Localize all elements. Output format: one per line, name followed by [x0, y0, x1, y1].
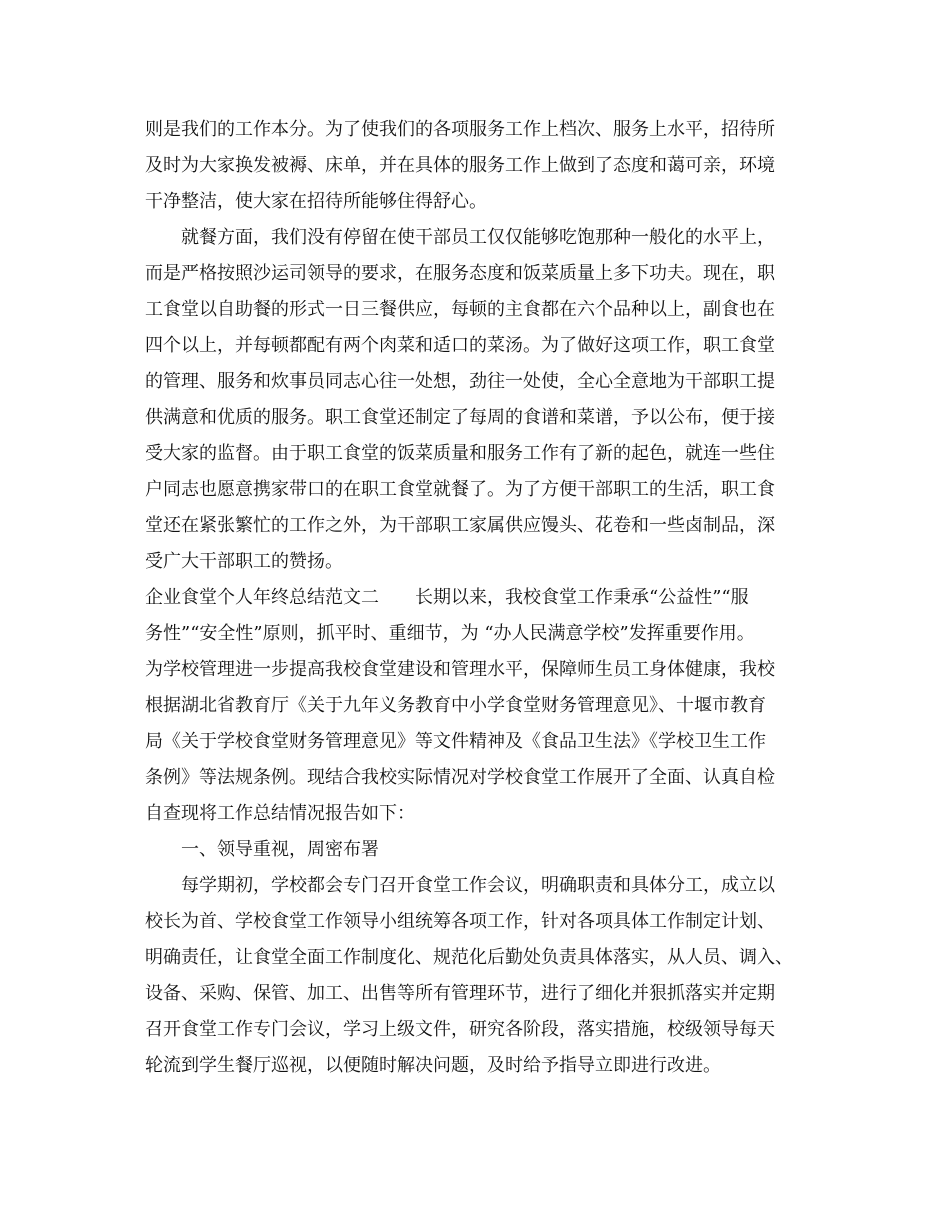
text-line: 户同志也愿意携家带口的在职工食堂就餐了。为了方便干部职工的生活，职工食: [145, 479, 775, 500]
text-line: 受大家的监督。由于职工食堂的饭菜质量和服务工作有了新的起色，就连一些住: [145, 443, 775, 464]
text-line: 堂还在紧张繁忙的工作之外，为干部职工家属供应馒头、花卷和一些卤制品，深: [145, 515, 775, 536]
text-line: 及时为大家换发被褥、床单，并在具体的服务工作上做到了态度和蔼可亲，环境: [145, 155, 775, 176]
text-line: 就餐方面，我们没有停留在使干部员工仅仅能够吃饱那种一般化的水平上，: [145, 227, 775, 248]
text-line: 工食堂以自助餐的形式一日三餐供应，每顿的主食都在六个品种以上，副食也在: [145, 299, 775, 320]
text-line: 局《关于学校食堂财务管理意见》等文件精神及《食品卫生法》《学校卫生工作: [145, 731, 766, 752]
text-line: 为学校管理进一步提高我校食堂建设和管理水平，保障师生员工身体健康，我校: [145, 659, 775, 680]
text-line: 则是我们的工作本分。为了使我们的各项服务工作上档次、服务上水平，招待所: [145, 119, 775, 140]
text-line: 条例》等法规条例。现结合我校实际情况对学校食堂工作展开了全面、认真自检: [145, 767, 775, 788]
text-line: 自查现将工作总结情况报告如下：: [145, 803, 415, 824]
text-line: 受广大干部职工的赞扬。: [145, 551, 343, 572]
text-line: 的管理、服务和炊事员同志心往一处想，劲往一处使，全心全意地为干部职工提: [145, 371, 775, 392]
text-line: 而是严格按照沙运司领导的要求，在服务态度和饭菜质量上多下功夫。现在，职: [145, 263, 775, 284]
text-line: 设备、采购、保管、加工、出售等所有管理环节，进行了细化并狠抓落实并定期: [145, 983, 775, 1004]
text-line: 供满意和优质的服务。职工食堂还制定了每周的食谱和菜谱，予以公布，便于接: [145, 407, 775, 428]
text-line: 务性”“安全性”原则，抓平时、重细节，为 “办人民满意学校”发挥重要作用。: [145, 623, 755, 644]
text-line: 轮流到学生餐厅巡视，以便随时解决问题，及时给予指导立即进行改进。: [145, 1055, 721, 1076]
section-title-line: 企业食堂个人年终总结范文二 长期以来，我校食堂工作秉承“公益性”“服: [145, 587, 749, 608]
section-heading: 一、领导重视，周密布署: [145, 839, 379, 860]
text-line: 四个以上，并每顿都配有两个肉菜和适口的菜汤。为了做好这项工作，职工食堂: [145, 335, 775, 356]
text-line: 召开食堂工作专门会议，学习上级文件，研究各阶段，落实措施，校级领导每天: [145, 1019, 775, 1040]
text-line: 每学期初，学校都会专门召开食堂工作会议，明确职责和具体分工，成立以: [145, 875, 775, 896]
text-line: 干净整洁，使大家在招待所能够住得舒心。: [145, 191, 487, 212]
text-line: 明确责任，让食堂全面工作制度化、规范化后勤处负责具体落实，从人员、调入、: [145, 947, 793, 968]
text-line: 根据湖北省教育厅《关于九年义务教育中小学食堂财务管理意见》、十堰市教育: [145, 695, 766, 716]
text-line: 校长为首、学校食堂工作领导小组统筹各项工作，针对各项具体工作制定计划、: [145, 911, 775, 932]
